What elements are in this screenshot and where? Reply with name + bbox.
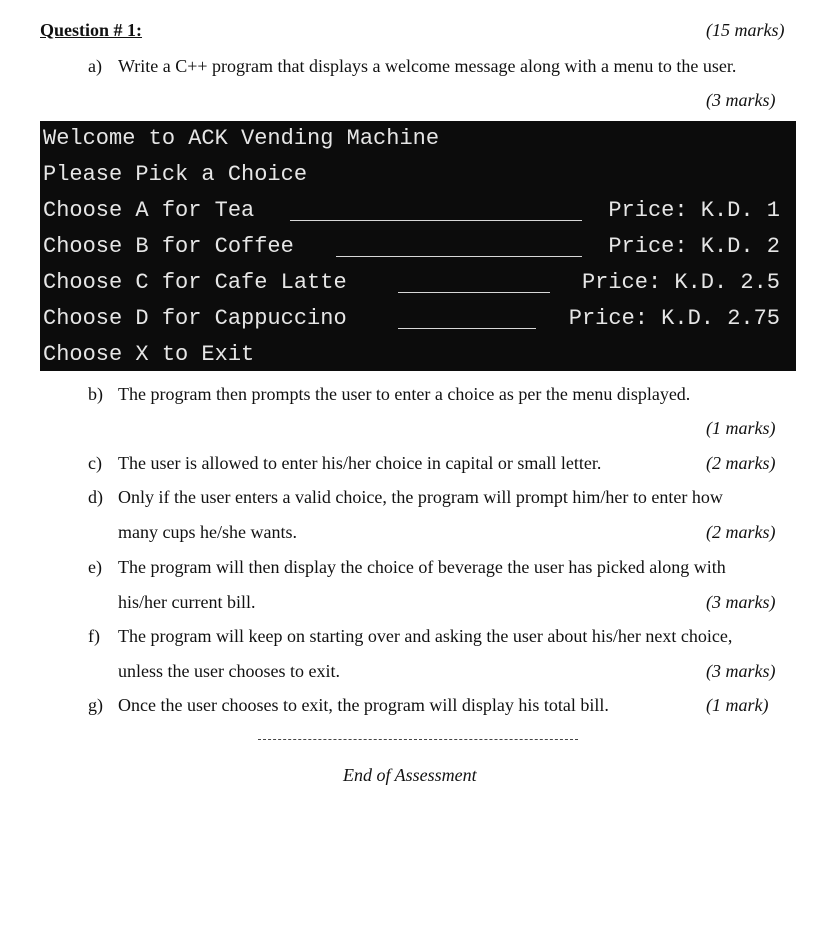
- part-a-letter: a): [88, 56, 102, 76]
- part-c-text: The user is allowed to enter his/her choice in capital or small letter.: [118, 453, 602, 473]
- part-f-marks: (3 marks): [706, 661, 776, 681]
- part-e-marks: (3 marks): [706, 592, 776, 612]
- part-c-letter: c): [88, 453, 102, 473]
- footer-divider: [258, 739, 578, 740]
- part-f-text-line2: unless the user chooses to exit.: [118, 661, 340, 681]
- part-d-text-line1: Only if the user enters a valid choice, the program will prompt him/her to enter how: [118, 487, 723, 507]
- part-b-marks: (1 marks): [706, 418, 776, 438]
- part-g-marks: (1 mark): [706, 695, 769, 715]
- part-b-text: The program then prompts the user to enter a choice as per the menu displayed.: [118, 384, 691, 404]
- part-a-text: Write a C++ program that displays a welcome message along with a menu to the user.: [118, 56, 737, 76]
- console-underline-cappuccino: [398, 328, 536, 329]
- question-title: Question # 1:: [40, 20, 143, 40]
- question-total-marks: (15 marks): [706, 20, 785, 40]
- console-price-latte: Price: K.D. 2.5: [581, 270, 780, 295]
- part-e-text-line2: his/her current bill.: [118, 592, 256, 612]
- console-welcome-line: Welcome to ACK Vending Machine: [43, 126, 440, 151]
- part-e-letter: e): [88, 557, 102, 577]
- part-d-text-line2: many cups he/she wants.: [118, 522, 297, 542]
- part-e-text-line1: The program will then display the choice of beverage the user has picked along with: [118, 557, 726, 577]
- console-choice-cappuccino: Choose D for Cappuccino: [43, 306, 347, 331]
- console-pick-line: Please Pick a Choice: [43, 162, 308, 187]
- part-f-text-line1: The program will keep on starting over and asking the user about his/her next choice,: [118, 626, 733, 646]
- console-price-tea: Price: K.D. 1: [608, 198, 780, 223]
- console-choice-tea: Choose A for Tea: [43, 198, 255, 223]
- part-b-letter: b): [88, 384, 103, 404]
- console-underline-latte: [398, 292, 550, 293]
- part-g-text: Once the user chooses to exit, the program will display his total bill.: [118, 695, 609, 715]
- console-choice-latte: Choose C for Cafe Latte: [43, 270, 347, 295]
- console-choice-exit: Choose X to Exit: [43, 342, 255, 367]
- part-d-letter: d): [88, 487, 103, 507]
- console-price-coffee: Price: K.D. 2: [608, 234, 780, 259]
- console-underline-tea: [290, 220, 582, 221]
- part-a-marks: (3 marks): [706, 90, 776, 110]
- part-d-marks: (2 marks): [706, 522, 776, 542]
- console-choice-coffee: Choose B for Coffee: [43, 234, 294, 259]
- part-g-letter: g): [88, 695, 103, 715]
- console-underline-coffee: [336, 256, 582, 257]
- part-f-letter: f): [88, 626, 100, 646]
- console-price-cappuccino: Price: K.D. 2.75: [568, 306, 780, 331]
- end-of-assessment: End of Assessment: [343, 765, 477, 785]
- part-c-marks: (2 marks): [706, 453, 776, 473]
- console-output: [40, 121, 796, 371]
